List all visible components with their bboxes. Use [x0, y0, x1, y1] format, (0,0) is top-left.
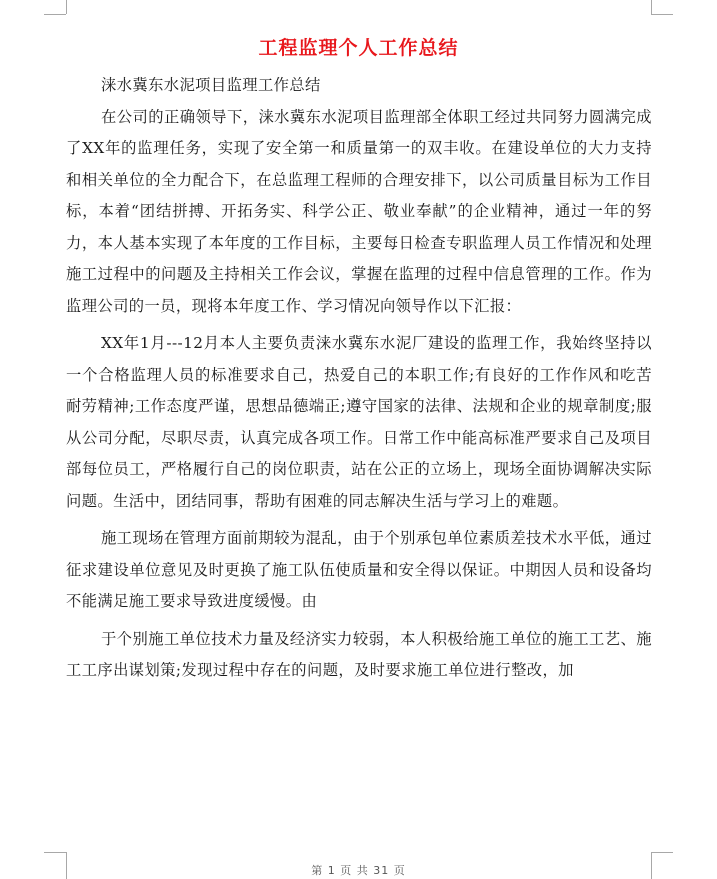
paragraph-3: 施工现场在管理方面前期较为混乱，由于个别承包单位素质差技术水平低，通过征求建设单位意见及时更换了施工队伍使质量和安全得以保证。中期因人员和设备均不能满足施工要求导致进度缓慢。由 [66, 529, 652, 610]
page-number-footer: 第 1 页 共 31 页 [311, 864, 406, 877]
crop-mark-top-right [651, 0, 652, 14]
crop-mark-top-left-horizontal [44, 14, 66, 15]
paragraph-4: 于个别施工单位技术力量及经济实力较弱，本人积极给施工单位的施工工艺、施工工序出谋划策;发现过程中存在的问题，及时要求施工单位进行整改，加 [66, 629, 652, 679]
document-title: 工程监理个人工作总结 [258, 37, 459, 59]
crop-mark-bottom-left-horizontal [44, 852, 66, 853]
paragraph-2: XX年1月---12月本人主要负责涞水冀东水泥厂建设的监理工作，我始终坚持以一个合格监理人员的标准要求自己，热爱自己的本职工作;有良好的工作作风和吃苦耐劳精神;工作态度严谨，思想品德端正;遵守国家的法律、法规和企业的规章制度;服从公司分配，尽职尽责，认真完成各项工作。日常工作中能高标准严要求自己及项目部每位员工，严格履行自己的岗位职责，站在公正的立场上，现场全面协调解决实际问题。生活中，团结同事，帮助有困难的同志解决生活与学习上的难题。 [66, 334, 652, 510]
crop-mark-bottom-right-horizontal [651, 852, 673, 853]
document-body [66, 70, 652, 687]
paragraph-1: 在公司的正确领导下，涞水冀东水泥项目监理部全体职工经过共同努力圆满完成了XX年的监理任务，实现了安全第一和质量第一的双丰收。在建设单位的大力支持和相关单位的全力配合下，在总监理工程师的合理安排下，以公司质量目标为工作目标，本着“团结拼搏、开拓务实、科学公正、敬业奉献”的企业精神，通过一年的努力，本人基本实现了本年度的工作目标，主要每日检查专职监理人员工作情况和处理施工过程中的问题及主持相关工作会议，掌握在监理的过程中信息管理的工作。作为监理公司的一员，现将本年度工作、学习情况向领导作以下汇报： [66, 107, 652, 315]
crop-mark-top-left [66, 0, 67, 14]
document-subtitle: 涞水冀东水泥项目监理工作总结 [101, 76, 321, 94]
crop-mark-top-right-horizontal [651, 14, 673, 15]
